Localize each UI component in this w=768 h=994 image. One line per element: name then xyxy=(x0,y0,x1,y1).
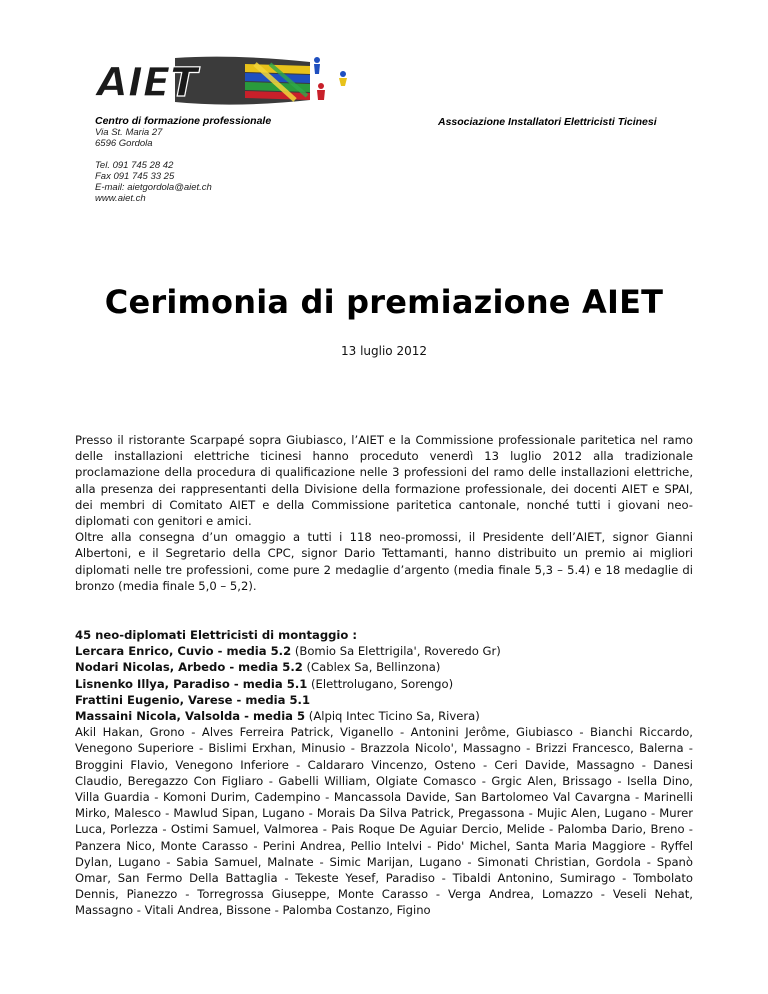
fax: Fax 091 745 33 25 xyxy=(95,171,175,182)
top-graduate-company: (Cablex Sa, Bellinzona) xyxy=(302,660,441,675)
top-graduate-name: Lercara Enrico, Cuvio - media 5.2 xyxy=(75,644,292,659)
top-graduate-name: Lisnenko Illya, Paradiso - media 5.1 xyxy=(75,676,308,691)
address-line1: Via St. Maria 27 xyxy=(95,127,163,138)
address-line2: 6596 Gordola xyxy=(95,138,153,149)
top-graduate-company: (Elettrolugano, Sorengo) xyxy=(307,676,454,691)
top-graduate-company: (Bomio Sa Elettrigila', Roveredo Gr) xyxy=(291,644,501,659)
top-graduate xyxy=(75,708,693,724)
top-graduate-company: (Alpiq Intec Ticino Sa, Rivera) xyxy=(305,709,480,724)
graduates-list: Akil Hakan, Grono - Alves Ferreira Patrick, Viganello - Antonini Jerôme, Giubiasco - Bianchi Riccardo, Venegono Superiore - Bislimi Erxhan, Minusio - Brazzola Nicolo', Massagno - Brizzi Francesco, Balerna - Broggini Flavio, Venegono Inferiore - Caldararo Vincenzo, Osteno - Ceri Davide, Massagno - Danesi Claudio, Beregazzo Con Figliaro - Gabelli William, Olgiate Comasco - Grgic Alen, Brissago - Isella Dino, Villa Guardia - Komoni Durim, Cadempino - Mancassola Davide, San Bartolomeo Val Cavargna - Marinelli Mirko, Malesco - Mawlud Sipan, Lugano - Morais Da Silva Patrick, Pregassona - Mujic Alen, Lugano - Murer Luca, Porlezza - Ostimi Samuel, Valmorea - Pais Roque De Aguiar Dercio, Melide - Palomba Dario, Breno - Panzera Nico, Monte Carasso - Perini Andrea, Pellio Intelvi - Pido' Michel, Santa Maria Maggiore - Ryffel Dylan, Lugano - Sabia Samuel, Malnate - Simic Marijan, Lugano - Simonati Christian, Gordola - Spanò Omar, San Fermo Della Battaglia - Tekeste Yesef, Paradiso - Tibaldi Antonino, Sumirago - Tombolato Dennis, Pianezzo - Torregrossa Giuseppe, Monte Carasso - Verga Andrea, Lomazzo - Veseli Nehat, Massagno - Vitali Andrea, Bissone - Palomba Costanzo, Figino xyxy=(75,725,693,918)
intro-text xyxy=(75,432,693,594)
paragraph-1: Presso il ristorante Scarpapé sopra Giubiasco, l’AIET e la Commissione professionale paritetica nel ramo delle installazioni elettriche ticinesi hanno proceduto venerdì 13 luglio 2012 alla tradizionale proclamazione della procedura di qualificazione nelle 3 professioni del ramo delle installazioni elettriche, alla presenza dei rappresentanti della Divisione della formazione professionale, dei docenti AIET e SPAI, dei membri di Comitato AIET e della Commissione paritetica cantonale, nonché tutti i giovani neo-diplomati con genitori e amici. xyxy=(75,433,693,529)
graduates-heading: 45 neo-diplomati Elettricisti di montaggio : xyxy=(75,628,358,642)
logo-lettering: AIET xyxy=(97,60,198,106)
document-date: 13 luglio 2012 xyxy=(340,344,427,358)
paragraph-2: Oltre alla consegna d’un omaggio a tutti i 118 neo-promossi, il Presidente dell’AIET, signor Gianni Albertoni, e il Segretario della CPC, signor Dario Tettamanti, hanno distribuito un premio ai migliori diplomati nelle tre professioni, come pure 2 medaglie d’argento (media finale 5,3 – 5.4) e 18 medaglie di bronzo (media finale 5,0 – 5,2). xyxy=(75,530,693,593)
association-name: Associazione Installatori Elettricisti Ticinesi xyxy=(438,116,657,128)
top-graduate-name: Frattini Eugenio, Varese - media 5.1 xyxy=(75,692,311,707)
top-graduate xyxy=(75,643,693,659)
center-name: Centro di formazione professionale xyxy=(95,115,272,127)
top-graduate-name: Massaini Nicola, Valsolda - media 5 xyxy=(75,709,306,724)
tel: Tel. 091 745 28 42 xyxy=(95,160,174,171)
website: www.aiet.ch xyxy=(95,193,146,204)
top-graduate xyxy=(75,659,693,675)
top-graduate-name: Nodari Nicolas, Arbedo - media 5.2 xyxy=(75,660,303,675)
email: E-mail: aietgordola@aiet.ch xyxy=(95,182,212,193)
aiet-logo xyxy=(95,52,360,110)
top-graduate xyxy=(75,692,693,708)
header-contact xyxy=(95,116,271,204)
graduates-section xyxy=(75,627,693,919)
top-graduate xyxy=(75,676,693,692)
page-title: Cerimonia di premiazione AIET xyxy=(104,283,664,321)
